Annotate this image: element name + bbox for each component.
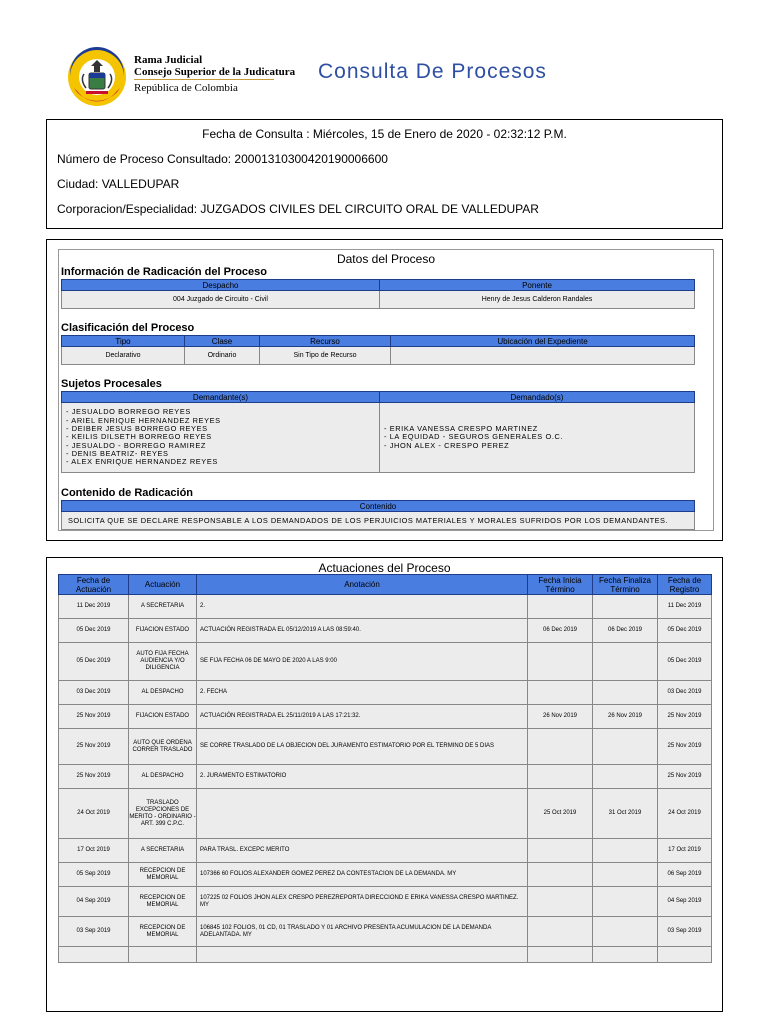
demandante-item: - DEIBER JESUS BORREGO REYES [66,424,208,434]
fecha-finaliza-cell [593,887,658,917]
actuacion-cell: AUTO FIJA FECHA AUDIENCIA Y/O DILIGENCIA [129,643,197,681]
fecha-inicia-header: Fecha Inicia Término [528,575,593,595]
fecha-finaliza-cell [593,947,658,963]
fecha-actuacion-cell: 05 Dec 2019 [59,643,129,681]
recurso-header: Recurso [260,336,391,347]
fecha-finaliza-cell [593,681,658,705]
fecha-registro-cell: 03 Dec 2019 [658,681,712,705]
brand-title: Consulta De Procesos [318,60,547,83]
fecha-actuacion-cell: 04 Sep 2019 [59,887,129,917]
fecha-finaliza-cell [593,643,658,681]
fecha-registro-cell: 17 Oct 2019 [658,839,712,863]
actuacion-cell: FIJACION ESTADO [129,619,197,643]
table-row [59,887,712,917]
fecha-inicia-cell [528,681,593,705]
fecha-registro-header: Fecha de Registro [658,575,712,595]
anotacion-cell: 2. JURAMENTO ESTIMATORIO [197,765,528,789]
fecha-inicia-cell [528,765,593,789]
tipo-value: Declarativo [62,347,185,365]
anotacion-cell [197,947,528,963]
tipo-header: Tipo [62,336,185,347]
anotacion-cell: ACTUACIÓN REGISTRADA EL 25/11/2019 A LAS 17:21:32. [197,705,528,729]
fecha-actuacion-cell: 17 Oct 2019 [59,839,129,863]
actuaciones-table [58,574,712,963]
fecha-inicia-cell [528,887,593,917]
org-divider [134,79,274,80]
table-row [59,729,712,765]
org-line-2: Consejo Superior de la Judicatura [134,66,296,78]
actuacion-header: Actuación [129,575,197,595]
anotacion-cell: ACTUACIÓN REGISTRADA EL 05/12/2019 A LAS 08:59:40. [197,619,528,643]
fecha-registro-cell [658,947,712,963]
fecha-actuacion-cell: 25 Nov 2019 [59,705,129,729]
fecha-finaliza-cell: 26 Nov 2019 [593,705,658,729]
ciudad: Ciudad: VALLEDUPAR [57,177,180,191]
fecha-inicia-cell [528,643,593,681]
fecha-registro-cell: 25 Nov 2019 [658,729,712,765]
demandado-header: Demandado(s) [380,392,695,403]
numero-proceso: Número de Proceso Consultado: 20001310300420190006600 [57,152,388,166]
fecha-inicia-cell [528,595,593,619]
radicacion-table [61,279,695,309]
demandado-item: - LA EQUIDAD - SEGUROS GENERALES O.C. [384,432,564,442]
fecha-finaliza-cell: 06 Dec 2019 [593,619,658,643]
fecha-inicia-cell: 26 Nov 2019 [528,705,593,729]
sujetos-table [61,391,695,473]
fecha-registro-cell: 03 Sep 2019 [658,917,712,947]
anotacion-cell: SE FIJA FECHA 06 DE MAYO DE 2020 A LAS 9:00 [197,643,528,681]
anotacion-cell: SE CORRE TRASLADO DE LA OBJECION DEL JURAMENTO ESTIMATORIO POR EL TERMINO DE 5 DIAS [197,729,528,765]
clase-header: Clase [185,336,260,347]
fecha-finaliza-cell: 31 Oct 2019 [593,789,658,839]
demandante-item: - ALEX ENRIQUE HERNANDEZ REYES [66,457,218,467]
ubicacion-header: Ubicación del Expediente [391,336,695,347]
page-header [0,0,768,115]
table-row [59,917,712,947]
anotacion-cell [197,789,528,839]
fecha-inicia-cell [528,917,593,947]
anotacion-header: Anotación [197,575,528,595]
despacho-header: Despacho [62,280,380,291]
table-row [59,681,712,705]
fecha-finaliza-cell [593,839,658,863]
contenido-title: Contenido de Radicación [61,487,194,499]
fecha-actuacion-cell: 05 Sep 2019 [59,863,129,887]
fecha-finaliza-header: Fecha Finaliza Término [593,575,658,595]
actuacion-cell: AL DESPACHO [129,765,197,789]
fecha-actuacion-cell: 03 Sep 2019 [59,917,129,947]
fecha-inicia-cell: 25 Oct 2019 [528,789,593,839]
fecha-actuacion-header: Fecha de Actuación [59,575,129,595]
demandados-cell [380,403,695,473]
fecha-actuacion-cell: 24 Oct 2019 [59,789,129,839]
fecha-registro-cell: 06 Sep 2019 [658,863,712,887]
fecha-inicia-cell [528,863,593,887]
datos-proceso-title: Datos del Proceso [336,252,436,266]
table-row [59,765,712,789]
demandante-item: - DENIS BEATRIZ- REYES [66,448,169,458]
actuacion-cell: RECEPCION DE MEMORIAL [129,917,197,947]
demandantes-list [66,408,379,466]
contenido-table [61,500,695,530]
actuacion-cell: FIJACION ESTADO [129,705,197,729]
corporacion: Corporacion/Especialidad: JUZGADOS CIVILES DEL CIRCUITO ORAL DE VALLEDUPAR [57,202,539,216]
clasificacion-table [61,335,695,365]
sujetos-title: Sujetos Procesales [61,378,162,390]
fecha-inicia-cell [528,839,593,863]
anotacion-cell: 107366 60 FOLIOS ALEXANDER GOMEZ PEREZ DA CONTESTACION DE LA DEMANDA. MY [197,863,528,887]
fecha-registro-cell: 04 Sep 2019 [658,887,712,917]
actuacion-cell: RECEPCION DE MEMORIAL [129,863,197,887]
table-row [59,705,712,729]
demandado-item: - JHON ALEX - CRESPO PEREZ [384,440,510,450]
fecha-actuacion-cell: 11 Dec 2019 [59,595,129,619]
fecha-registro-cell: 05 Dec 2019 [658,643,712,681]
actuacion-cell: RECEPCION DE MEMORIAL [129,887,197,917]
fecha-inicia-cell [528,729,593,765]
demandante-item: - JESUALDO - BORREGO RAMIREZ [66,440,206,450]
despacho-value: 004 Juzgado de Circuito - Civil [62,291,380,309]
actuacion-cell: TRASLADO EXCEPCIONES DE MERITO - ORDINARIO - ART. 399 C.P.C. [129,789,197,839]
actuacion-cell: A SECRETARIA [129,839,197,863]
fecha-finaliza-cell [593,863,658,887]
table-row [59,863,712,887]
fecha-actuacion-cell: 03 Dec 2019 [59,681,129,705]
org-line-3: República de Colombia [134,82,238,94]
recurso-value: Sin Tipo de Recurso [260,347,391,365]
table-row [59,839,712,863]
actuaciones-body [59,595,712,963]
demandante-item: - JESUALDO BORREGO REYES [66,407,191,417]
fecha-registro-cell: 11 Dec 2019 [658,595,712,619]
anotacion-cell: 2. [197,595,528,619]
demandante-header: Demandante(s) [62,392,380,403]
anotacion-cell: 2. FECHA [197,681,528,705]
fecha-registro-cell: 24 Oct 2019 [658,789,712,839]
table-row [59,619,712,643]
fecha-registro-cell: 05 Dec 2019 [658,619,712,643]
contenido-text: SOLICITA QUE SE DECLARE RESPONSABLE A LOS DEMANDADOS DE LOS PERJUICIOS MATERIALES Y MORALES SUFRIDOS POR LOS DEMANDANTES. [62,512,695,530]
anotacion-cell: 106845 102 FOLIOS, 01 CD, 01 TRASLADO Y 01 ARCHIVO PRESENTA ACUMULACION DE LA DEMANDA ADELANTADA. MY [197,917,528,947]
datos-proceso-inner [58,249,714,531]
actuaciones-box [46,557,723,1012]
fecha-finaliza-cell [593,765,658,789]
org-line-1: Rama Judicial [134,54,203,66]
colombia-coat-of-arms-icon [66,46,128,108]
fecha-finaliza-cell [593,595,658,619]
datos-proceso-box [46,239,723,541]
demandante-item: - KEILIS DILSETH BORREGO REYES [66,432,212,442]
consulta-info-box [46,119,723,229]
table-row [59,643,712,681]
table-row [59,947,712,963]
demandante-item: - ARIEL ENRIQUE HERNANDEZ REYES [66,415,221,425]
fecha-inicia-cell: 06 Dec 2019 [528,619,593,643]
fecha-actuacion-cell: 25 Nov 2019 [59,765,129,789]
ubicacion-value [391,347,695,365]
actuacion-cell: AL DESPACHO [129,681,197,705]
clase-value: Ordinario [185,347,260,365]
demandados-list [384,425,694,450]
actuaciones-title: Actuaciones del Proceso [318,561,451,575]
ponente-header: Ponente [380,280,695,291]
actuacion-cell: A SECRETARIA [129,595,197,619]
fecha-actuacion-cell [59,947,129,963]
organization-name [134,54,295,94]
anotacion-cell: PARA TRASL. EXCEPC MERITO [197,839,528,863]
clasificacion-title: Clasificación del Proceso [61,322,195,334]
actuacion-cell [129,947,197,963]
radicacion-title: Información de Radicación del Proceso [61,266,267,278]
demandantes-cell [62,403,380,473]
fecha-finaliza-cell [593,729,658,765]
fecha-consulta: Fecha de Consulta : Miércoles, 15 de Enero de 2020 - 02:32:12 P.M. [202,127,567,141]
fecha-registro-cell: 25 Nov 2019 [658,765,712,789]
fecha-registro-cell: 25 Nov 2019 [658,705,712,729]
table-row [59,595,712,619]
fecha-finaliza-cell [593,917,658,947]
actuacion-cell: AUTO QUE ORDENA CORRER TRASLADO [129,729,197,765]
table-row [59,789,712,839]
demandado-item: - ERIKA VANESSA CRESPO MARTINEZ [384,424,538,434]
fecha-actuacion-cell: 25 Nov 2019 [59,729,129,765]
anotacion-cell: 107225 02 FOLIOS JHON ALEX CRESPO PEREZREPORTA DIRECCIOND E ERIKA VANESSA CRESPO MARTINEZ. MY [197,887,528,917]
ponente-value: Henry de Jesus Calderon Randales [380,291,695,309]
fecha-inicia-cell [528,947,593,963]
contenido-header: Contenido [62,501,695,512]
fecha-actuacion-cell: 05 Dec 2019 [59,619,129,643]
